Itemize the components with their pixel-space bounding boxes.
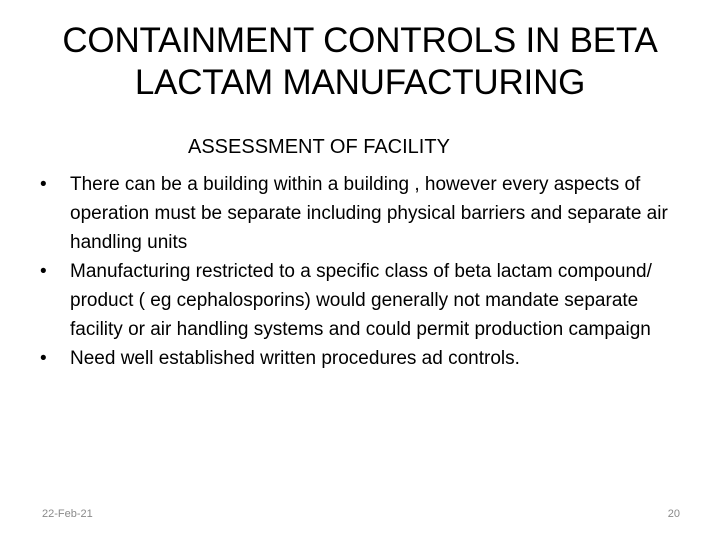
- bullet-text: There can be a building within a building , however every aspects of operation must be separate including physical barriers and separate air handling units: [70, 174, 668, 253]
- slide-subtitle: ASSESSMENT OF FACILITY: [188, 136, 450, 158]
- bullet-list: [34, 170, 694, 373]
- bullet-icon: •: [40, 348, 47, 369]
- slide-title: CONTAINMENT CONTROLS IN BETA LACTAM MANUFACTURING: [62, 21, 658, 102]
- bullet-text: Manufacturing restricted to a specific class of beta lactam compound/ product ( eg cephalosporins) would generally not mandate separate facility or air handling systems and could permit production campaign: [70, 261, 652, 340]
- footer-date: 22-Feb-21: [42, 508, 93, 520]
- footer-page-number: 20: [667, 508, 680, 520]
- bullet-icon: •: [40, 174, 47, 195]
- bullet-icon: •: [40, 261, 47, 282]
- bullet-text: Need well established written procedures ad controls.: [70, 348, 520, 369]
- bullet-item: [34, 170, 694, 257]
- bullet-item: [34, 257, 694, 344]
- bullet-item: [34, 344, 694, 373]
